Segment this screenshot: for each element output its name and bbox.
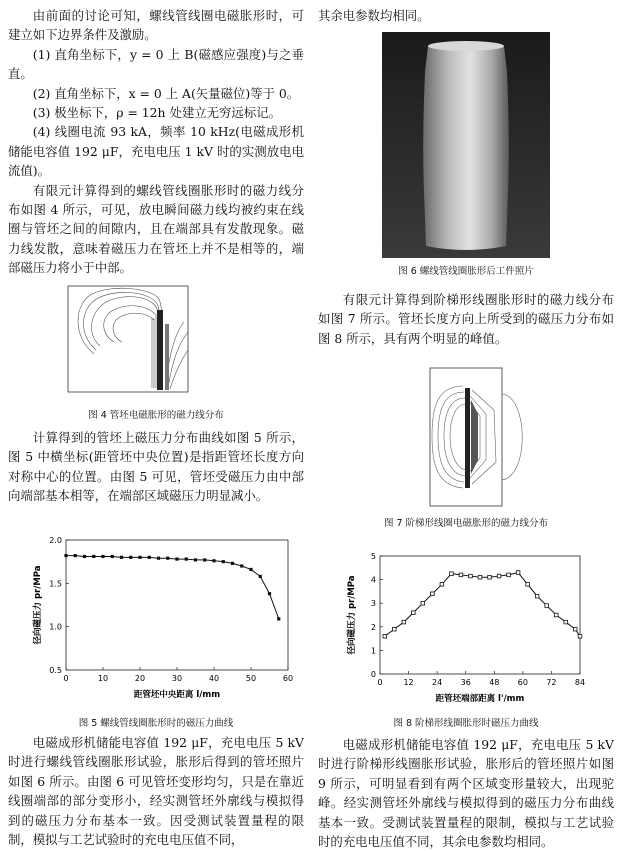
data-point [157, 557, 160, 560]
data-point [392, 627, 396, 631]
data-point [545, 604, 549, 608]
x-tick-label: 48 [489, 678, 500, 687]
x-tick-label: 10 [97, 674, 109, 683]
right-text-top [318, 6, 614, 25]
list-item: (2) 直角坐标下，x = 0 上 A(矢量磁位)等于 0。 [32, 85, 300, 101]
figure-caption: 图 8 阶梯形线圈胀形时磁压力曲线 [393, 718, 539, 729]
figure-caption: 图 7 阶梯形线圈电磁胀形的磁力线分布 [383, 518, 549, 529]
data-point [212, 559, 215, 562]
figure-6 [318, 32, 614, 281]
y-tick-label: 0.5 [49, 666, 62, 675]
paragraph: 电磁成形机储能电容值 192 μF，充电电压 5 kV 时进行螺线管线圈胀形试验，胀形后得到的管坯照片如图 6 所示。由图 6 可见管坯变形均匀，只是在靠近线圈端部的部分变形小，经实测管坯外廓线与模拟得到的磁压力分布基本一致。因受测试装置量程的限制，模拟与工艺试验时的充电电压值不同， [8, 735, 304, 848]
x-tick-label: 84 [574, 678, 586, 687]
data-point [185, 557, 188, 560]
fig6-workpiece-photo [318, 32, 614, 258]
x-tick-label: 30 [171, 674, 183, 683]
data-point [175, 557, 178, 560]
paragraph: 由前面的讨论可知，螺线管线圈电磁胀形时，可建立如下边界条件及激励。 [8, 8, 304, 43]
data-point [440, 583, 444, 587]
data-point [421, 601, 425, 605]
data-point [259, 575, 262, 578]
data-point [573, 627, 577, 631]
list-item: (4) 线圈电流 93 kA，频率 10 kHz(电磁成形机储能电容值 192 μF，充电电压 1 kV 时的实测放电电流值)。 [8, 124, 304, 179]
data-point [469, 574, 473, 578]
data-point [564, 620, 568, 624]
data-point [431, 592, 435, 596]
figure-7 [318, 366, 614, 533]
data-point [111, 555, 114, 558]
data-point [459, 573, 463, 577]
x-tick-label: 0 [63, 674, 69, 683]
data-point [554, 613, 558, 617]
paragraph: 有限元计算得到阶梯形线圈胀形时的磁力线分布如图 7 所示。管坯长度方向上所受到的磁压力分布如图 8 所示，具有两个明显的峰值。 [318, 292, 614, 346]
data-point [120, 556, 123, 559]
data-point [203, 558, 206, 561]
data-point [249, 568, 252, 571]
x-tick-label: 36 [460, 678, 471, 687]
x-tick-label: 24 [432, 678, 443, 687]
y-tick-label: 0 [370, 670, 376, 679]
data-point [129, 556, 132, 559]
y-tick-label: 5 [370, 552, 376, 561]
data-point [507, 573, 511, 577]
x-axis-label: 距管坯中央距离 l/mm [133, 690, 221, 700]
data-point [277, 617, 280, 620]
fig7-field-lines-image [318, 366, 614, 510]
data-point [101, 555, 104, 558]
right-text-mid [318, 290, 614, 348]
figure-caption: 图 5 螺线管线圈胀形时的磁压力曲线 [78, 718, 234, 729]
data-point [64, 554, 67, 557]
data-point [83, 555, 86, 558]
x-axis-label: 距管坯端部距离 l'/mm [435, 694, 525, 704]
data-point [578, 634, 582, 638]
x-tick-label: 50 [245, 674, 257, 683]
list-item: (1) 直角坐标下，y = 0 上 B(磁感应强度)与之垂直。 [8, 46, 304, 82]
x-tick-label: 12 [403, 678, 414, 687]
y-tick-label: 1 [370, 646, 376, 656]
y-tick-label: 1.5 [49, 579, 62, 589]
fig8-chart [318, 546, 614, 710]
data-point [222, 560, 225, 563]
y-axis-label: 径向磁压力 pr/MPa [347, 575, 357, 655]
x-tick-label: 0 [377, 678, 383, 687]
x-tick-label: 60 [282, 674, 294, 683]
data-point [92, 555, 95, 558]
paragraph: 电磁成形机储能电容值 192 μF，充电电压 5 kV 时进行阶梯形线圈胀形试验，胀形后的管坯照片如图 9 所示，可明显看到有两个区域变形量较大，出现驼峰。经实测管坯外廓线与模拟得到的磁压力分布曲线基本一致。受测试装置量程的限制，模拟与工艺试验时的充电电压值不同，其余电参数均相同。 [318, 737, 614, 850]
plot-frame [380, 556, 580, 674]
data-point [516, 571, 520, 575]
data-point [526, 583, 530, 587]
data-point [488, 575, 492, 579]
data-point [383, 634, 387, 638]
data-point [74, 554, 77, 557]
list-item: (3) 极坐标下，ρ = 12h 处建立无穷远标记。 [32, 105, 281, 121]
data-point [268, 592, 271, 595]
left-text-mid [8, 428, 304, 506]
data-point [402, 620, 406, 624]
data-point [231, 562, 234, 565]
data-point [138, 556, 141, 559]
x-tick-label: 40 [208, 674, 220, 683]
data-point [166, 557, 169, 560]
right-text-bottom [318, 735, 614, 851]
paragraph: 其余电参数均相同。 [318, 8, 430, 23]
y-tick-label: 4 [370, 575, 376, 585]
paragraph: 计算得到的管坯上磁压力分布曲线如图 5 所示，图 5 中横坐标(距管坯中央位置)是指距管坯长度方向对称中心的位置。由图 5 可见，管坯受磁压力由中部向端部基本相等，在端部区域磁压力明显减小。 [8, 430, 304, 504]
y-tick-label: 2.0 [49, 536, 62, 545]
x-tick-label: 20 [134, 674, 146, 683]
series-line [66, 556, 279, 619]
data-point [450, 572, 454, 576]
y-tick-label: 1.0 [49, 622, 62, 632]
figure-8 [318, 546, 614, 733]
data-point [240, 564, 243, 567]
left-text-bottom [8, 733, 304, 849]
y-tick-label: 2 [370, 622, 376, 632]
data-point [535, 594, 539, 598]
data-point [497, 574, 501, 578]
x-tick-label: 72 [546, 678, 557, 687]
figure-4 [8, 284, 304, 425]
data-point [194, 558, 197, 561]
paragraph: 有限元计算得到的螺线管线圈胀形时的磁力线分布如图 4 所示，可见，放电瞬间磁力线均被约束在线圈与管坯之间的间隙内，且在端部具有发散现象。磁力线发散，意味着磁压力在管坯上并不是相等的，端部磁压力将小于中部。 [8, 182, 304, 276]
fig5-chart [8, 530, 304, 710]
y-axis-label: 径向磁压力 pr/MPa [33, 565, 43, 645]
x-tick-label: 60 [517, 678, 528, 687]
data-point [412, 611, 416, 615]
left-text-top [8, 6, 304, 278]
figure-caption: 图 6 螺线管线圈胀形后工件照片 [398, 266, 534, 277]
series-line [385, 573, 580, 637]
figure-caption: 图 4 管坯电磁胀形的磁力线分布 [88, 410, 224, 421]
data-point [478, 575, 482, 579]
figure-5 [8, 530, 304, 733]
y-tick-label: 3 [370, 599, 376, 609]
fig4-field-lines-image [8, 284, 304, 402]
data-point [148, 556, 151, 559]
